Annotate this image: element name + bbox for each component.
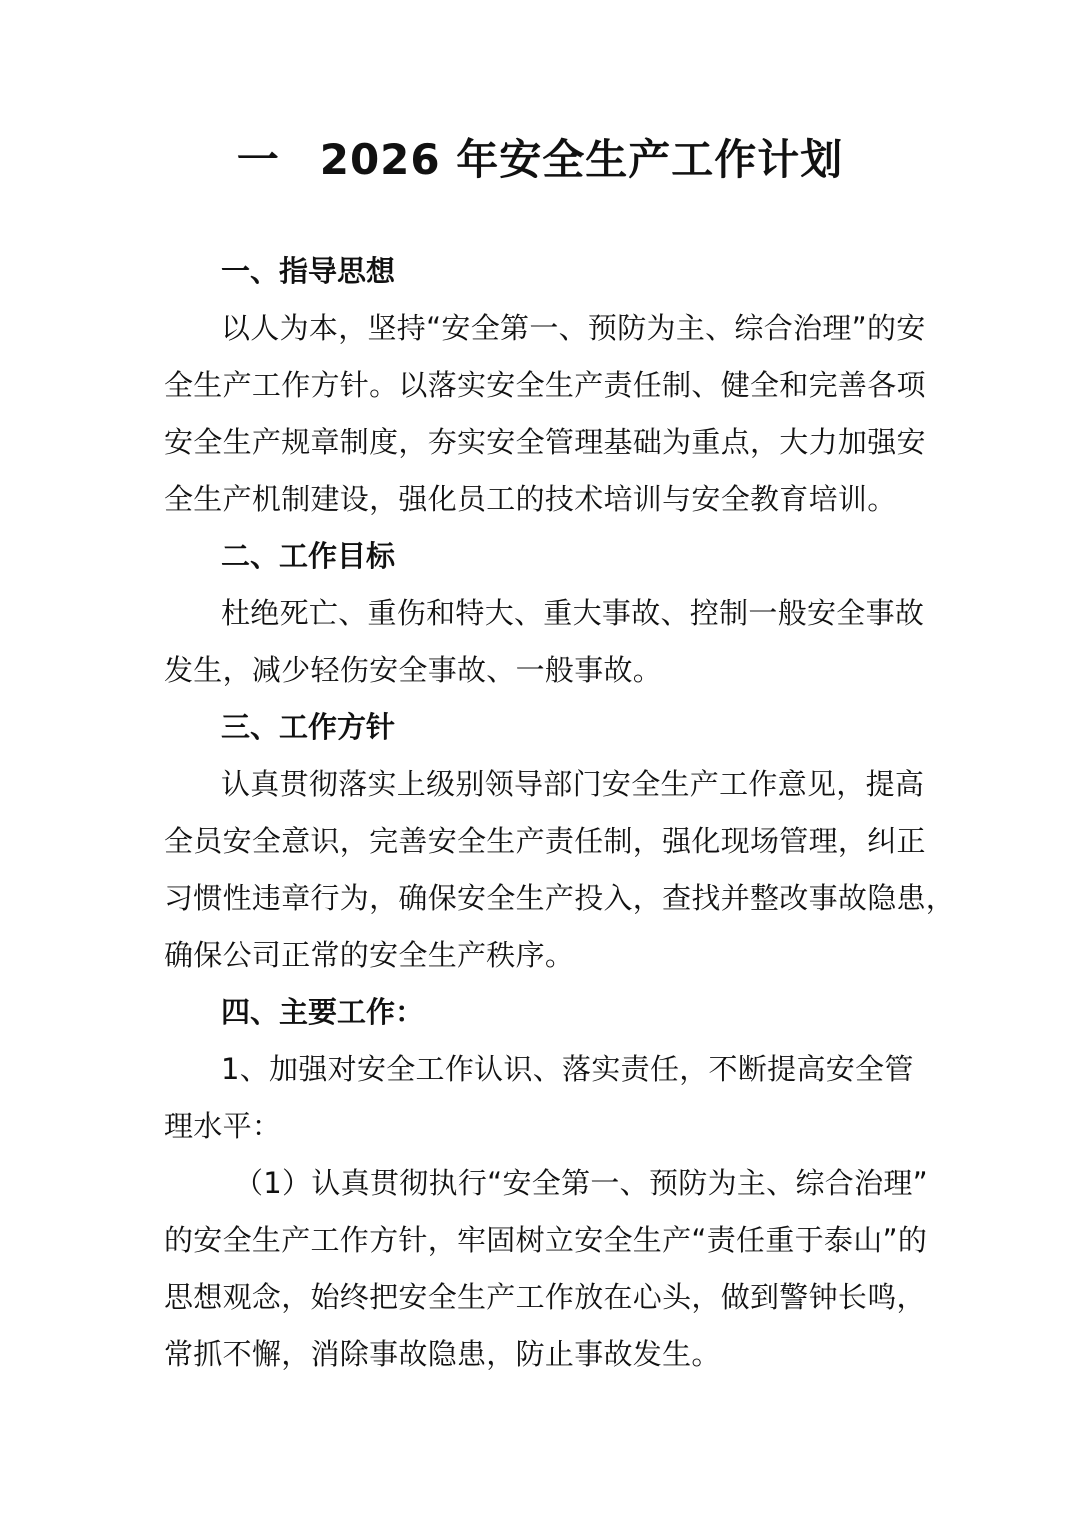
title-dash: 一 [236,135,280,184]
paragraph-line: 发生，减少轻伤安全事故、一般事故。 [164,653,663,687]
paragraph-line: 理水平： [164,1109,282,1143]
paragraph-line: 杜绝死亡、重伤和特大、重大事故、控制一般安全事故 [221,596,925,630]
section-heading-work-goals: 二、工作目标 [221,539,396,573]
page-title [0,132,1080,188]
section-heading-work-policy: 三、工作方针 [221,710,396,744]
section-heading-guiding-ideology: 一、指导思想 [221,254,396,288]
paragraph-line: 习惯性违章行为，确保安全生产投入，查找并整改事故隐患， [164,881,956,915]
paragraph-line: （1）认真贯彻执行“安全第一、预防为主、综合治理” [234,1166,928,1200]
paragraph-line: 安全生产规章制度，夯实安全管理基础为重点，大力加强安 [164,425,926,459]
paragraph-line: 全员安全意识，完善安全生产责任制，强化现场管理，纠正 [164,824,926,858]
paragraph-line: 认真贯彻落实上级别领导部门安全生产工作意见，提高 [221,767,925,801]
title-text: 2026 年安全生产工作计划 [319,135,844,184]
paragraph-main-work-item-1 [164,1041,920,1155]
paragraph-line: 1、加强对安全工作认识、落实责任，不断提高安全管 [221,1052,914,1086]
section-heading-main-work: 四、主要工作： [221,995,425,1029]
paragraph-line: 确保公司正常的安全生产秩序。 [164,938,575,972]
paragraph-line: 常抓不懈，消除事故隐患，防止事故发生。 [164,1337,721,1371]
paragraph-work-policy [164,756,956,984]
document-body [164,243,956,1383]
paragraph-work-goals [164,585,925,699]
paragraph-line: 以人为本，坚持“安全第一、预防为主、综合治理”的安 [221,311,926,345]
paragraph-guiding-ideology [164,300,926,528]
paragraph-line: 全生产机制建设，强化员工的技术培训与安全教育培训。 [164,482,897,516]
paragraph-line: 全生产工作方针。以落实安全生产责任制、健全和完善各项 [164,368,926,402]
paragraph-line: 思想观念，始终把安全生产工作放在心头，做到警钟长鸣， [164,1280,926,1314]
paragraph-line: 的安全生产工作方针，牢固树立安全生产“责任重于泰山”的 [164,1223,928,1257]
paragraph-main-work-item-1-sub-1 [164,1155,928,1383]
